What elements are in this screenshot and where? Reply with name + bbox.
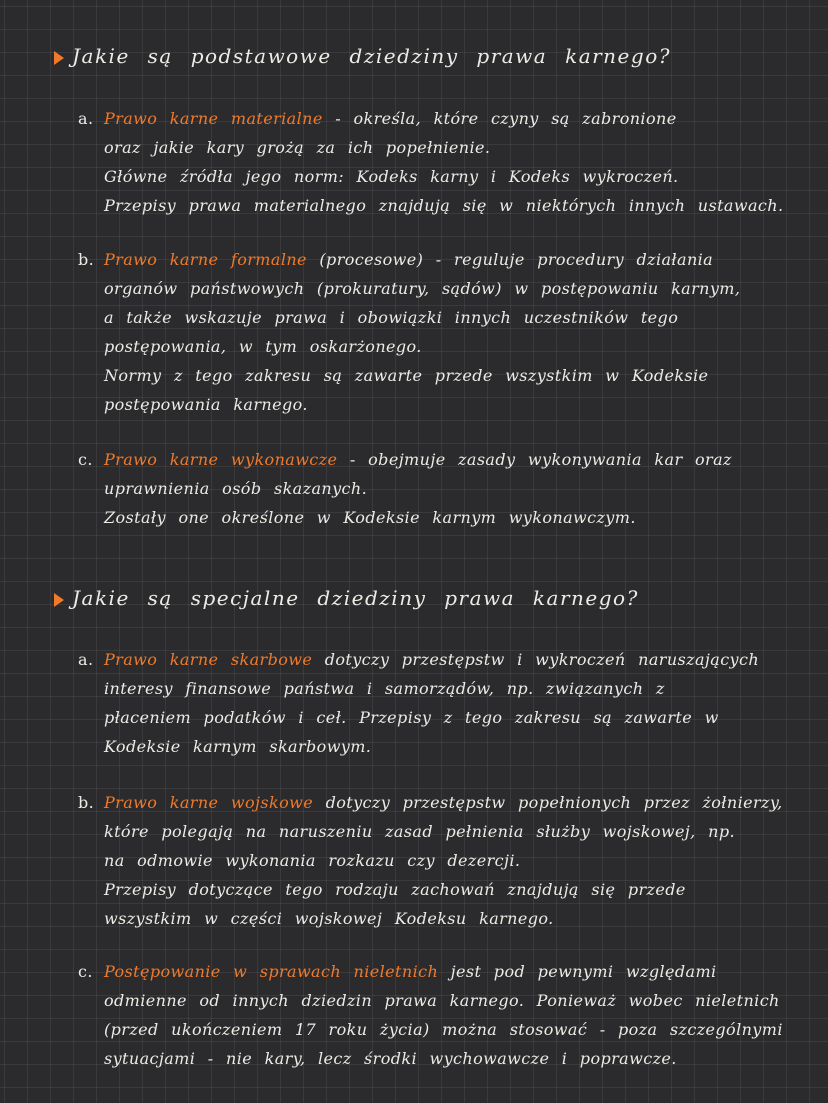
item-line: na odmowie wykonania rozkazu czy dezercji. — [104, 851, 521, 870]
item-first-line — [78, 957, 813, 986]
item-text: dotyczy przestępstw i wykroczeń naruszających — [312, 650, 760, 669]
item-marker: c. — [78, 450, 93, 469]
item-line: postępowania, w tym oskarżonego. — [104, 337, 422, 356]
item-line: Zostały one określone w Kodeksie karnym wykonawczym. — [104, 508, 636, 527]
highlighted-term: Postępowanie w sprawach nieletnich — [104, 962, 439, 981]
highlighted-term: Prawo karne skarbowe — [104, 650, 313, 669]
item-text: dotyczy przestępstw popełnionych przez żołnierzy, — [313, 793, 783, 812]
bullet-triangle-icon — [54, 51, 64, 65]
item-line: organów państwowych (prokuratury, sądów) w postępowaniu karnym, — [104, 279, 741, 298]
item-first-line — [78, 245, 813, 274]
section-1-item-c — [78, 445, 813, 532]
highlighted-term: Prawo karne wojskowe — [104, 793, 314, 812]
item-line: odmienne od innych dziedzin prawa karnego. Ponieważ wobec nieletnich — [104, 991, 780, 1010]
item-marker: b. — [78, 250, 95, 269]
item-text: - określa, które czyny są zabronione — [322, 109, 677, 128]
item-line: Normy z tego zakresu są zawarte przede wszystkim w Kodeksie — [104, 366, 709, 385]
item-line: (przed ukończeniem 17 roku życia) można stosować - poza szczególnymi — [104, 1020, 783, 1039]
item-text: jest pod pewnymi względami — [438, 962, 717, 981]
item-line: interesy finansowe państwa i samorządów, np. związanych z — [104, 679, 665, 698]
item-first-line — [78, 104, 813, 133]
item-line: sytuacjami - nie kary, lecz środki wychowawcze i poprawcze. — [104, 1049, 677, 1068]
item-first-line — [78, 788, 813, 817]
section-1-question — [50, 44, 810, 78]
item-line: Główne źródła jego norm: Kodeks karny i Kodeks wykroczeń. — [104, 167, 679, 186]
item-line: które polegają na naruszeniu zasad pełnienia służby wojskowej, np. — [104, 822, 735, 841]
item-line: Przepisy dotyczące tego rodzaju zachowań znajdują się przede — [104, 880, 686, 899]
item-marker: b. — [78, 793, 95, 812]
highlighted-term: Prawo karne materialne — [104, 109, 323, 128]
item-line: płaceniem podatków i ceł. Przepisy z tego zakresu są zawarte w — [104, 708, 719, 727]
question-heading: Jakie są specjalne dziedziny prawa karnego? — [72, 586, 639, 610]
item-marker: a. — [78, 109, 94, 128]
item-line: Przepisy prawa materialnego znajdują się w niektórych innych ustawach. — [104, 196, 784, 215]
item-line: wszystkim w części wojskowej Kodeksu karnego. — [104, 909, 554, 928]
item-first-line — [78, 445, 813, 474]
section-2-item-b — [78, 788, 813, 933]
item-line: uprawnienia osób skazanych. — [104, 479, 368, 498]
item-text: - obejmuje zasady wykonywania kar oraz — [337, 450, 732, 469]
section-1-item-b — [78, 245, 813, 419]
highlighted-term: Prawo karne wykonawcze — [104, 450, 338, 469]
item-line: Kodeksie karnym skarbowym. — [104, 737, 372, 756]
item-text: (procesowe) - reguluje procedury działania — [306, 250, 714, 269]
section-1-item-a — [78, 104, 813, 220]
bullet-triangle-icon — [54, 593, 64, 607]
highlighted-term: Prawo karne formalne — [104, 250, 307, 269]
item-line: a także wskazuje prawa i obowiązki innych uczestników tego — [104, 308, 679, 327]
section-2-item-a — [78, 645, 813, 761]
item-line: oraz jakie kary grożą za ich popełnienie. — [104, 138, 491, 157]
question-heading: Jakie są podstawowe dziedziny prawa karnego? — [72, 44, 671, 68]
item-first-line — [78, 645, 813, 674]
section-2-question — [50, 586, 810, 620]
item-marker: c. — [78, 962, 93, 981]
section-2-item-c — [78, 957, 813, 1073]
item-marker: a. — [78, 650, 94, 669]
item-line: postępowania karnego. — [104, 395, 308, 414]
